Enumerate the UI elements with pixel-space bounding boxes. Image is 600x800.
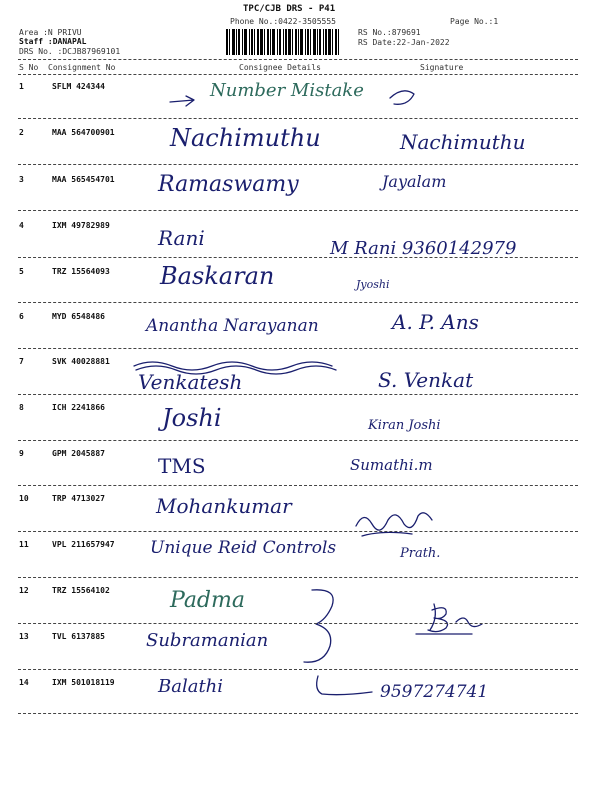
row-consignment: MAA 565454701 bbox=[52, 175, 115, 184]
signature: Sumathi.m bbox=[350, 456, 433, 474]
row-consignment: IXM 501018119 bbox=[52, 678, 115, 687]
consignee-name: Joshi bbox=[162, 404, 222, 432]
page-number: Page No.:1 bbox=[450, 17, 499, 26]
row-consignment: SFLM 424344 bbox=[52, 82, 105, 91]
consignee-name: TMS bbox=[158, 454, 206, 478]
row-divider bbox=[18, 531, 578, 532]
row-divider bbox=[18, 348, 578, 349]
signature: Jayalam bbox=[382, 172, 447, 191]
area-label: Area :N PRIVU bbox=[19, 28, 82, 37]
consignee-name: Rani bbox=[158, 226, 205, 250]
row-consignment: IXM 49782989 bbox=[52, 221, 110, 230]
consignee-name: Number Mistake bbox=[210, 80, 364, 101]
signature: Nachimuthu bbox=[400, 130, 526, 154]
row-sno: 9 bbox=[19, 449, 24, 458]
row-sno: 3 bbox=[19, 175, 24, 184]
document-title: TPC/CJB DRS - P41 bbox=[243, 4, 336, 14]
row-consignment: MYD 6548486 bbox=[52, 312, 105, 321]
row-divider bbox=[18, 713, 578, 714]
row-consignment: MAA 564700901 bbox=[52, 128, 115, 137]
signature: S. Venkat bbox=[378, 368, 474, 392]
row-divider bbox=[18, 210, 578, 211]
row-divider bbox=[18, 394, 578, 395]
row-sno: 14 bbox=[19, 678, 29, 687]
row-sno: 8 bbox=[19, 403, 24, 412]
row-sno: 13 bbox=[19, 632, 29, 641]
row-sno: 6 bbox=[19, 312, 24, 321]
column-sno: S No bbox=[19, 63, 39, 72]
signature-scribble bbox=[352, 506, 442, 542]
rs-number: RS No.:879691 bbox=[358, 28, 421, 37]
consignee-name: Baskaran bbox=[160, 262, 275, 290]
row-sno: 1 bbox=[19, 82, 24, 91]
row-consignment: TRP 4713027 bbox=[52, 494, 105, 503]
arrow-mark bbox=[168, 94, 198, 110]
row-divider bbox=[18, 669, 578, 670]
row-divider bbox=[18, 577, 578, 578]
row-consignment: TRZ 15564093 bbox=[52, 267, 110, 276]
row-divider bbox=[18, 257, 578, 258]
signature: Kiran Joshi bbox=[368, 418, 441, 433]
row-consignment: ICH 2241866 bbox=[52, 403, 105, 412]
signature-scribble bbox=[412, 600, 492, 636]
row-sno: 5 bbox=[19, 267, 24, 276]
bracket-mark bbox=[298, 584, 358, 674]
signature-scribble bbox=[312, 672, 382, 702]
row-sno: 10 bbox=[19, 494, 29, 503]
barcode bbox=[226, 29, 339, 55]
row-consignment: VPL 211657947 bbox=[52, 540, 115, 549]
staff-label: Staff :DANAPAL bbox=[19, 37, 87, 46]
consignee-name: Mohankumar bbox=[156, 494, 292, 518]
row-consignment: TRZ 15564102 bbox=[52, 586, 110, 595]
arrow-mark bbox=[388, 86, 418, 110]
row-divider bbox=[18, 485, 578, 486]
drs-number: DRS No. :DCJB87969101 bbox=[19, 47, 121, 56]
consignee-name: Balathi bbox=[158, 676, 224, 697]
signature: Prath. bbox=[400, 546, 441, 561]
column-details: Consignee Details bbox=[239, 63, 321, 72]
signature: 9597274741 bbox=[380, 682, 489, 702]
row-sno: 2 bbox=[19, 128, 24, 137]
consignee-name: Anantha Narayanan bbox=[146, 316, 319, 336]
row-divider bbox=[18, 440, 578, 441]
consignee-name: Venkatesh bbox=[138, 370, 243, 394]
row-divider bbox=[18, 164, 578, 165]
header-divider-top bbox=[18, 59, 578, 60]
row-divider bbox=[18, 302, 578, 303]
consignee-name: Padma bbox=[170, 588, 245, 613]
header-divider-bottom bbox=[18, 74, 578, 75]
row-divider bbox=[18, 623, 578, 624]
consignee-name: Ramaswamy bbox=[158, 172, 299, 197]
phone-number: Phone No.:0422-3505555 bbox=[230, 17, 336, 26]
row-sno: 12 bbox=[19, 586, 29, 595]
consignee-name: Nachimuthu bbox=[170, 124, 321, 152]
rs-date: RS Date:22-Jan-2022 bbox=[358, 38, 450, 47]
signature: A. P. Ans bbox=[392, 310, 479, 334]
consignee-name: Unique Reid Controls bbox=[150, 538, 337, 558]
row-sno: 7 bbox=[19, 357, 24, 366]
signature: M Rani 9360142979 bbox=[330, 238, 517, 259]
row-divider bbox=[18, 118, 578, 119]
row-sno: 4 bbox=[19, 221, 24, 230]
row-consignment: SVK 40028881 bbox=[52, 357, 110, 366]
column-consignment: Consignment No bbox=[48, 63, 116, 72]
signature: Jyoshi bbox=[356, 278, 390, 291]
column-signature: Signature bbox=[420, 63, 464, 72]
row-consignment: TVL 6137885 bbox=[52, 632, 105, 641]
consignee-name: Subramanian bbox=[146, 630, 269, 651]
row-sno: 11 bbox=[19, 540, 29, 549]
row-consignment: GPM 2045887 bbox=[52, 449, 105, 458]
